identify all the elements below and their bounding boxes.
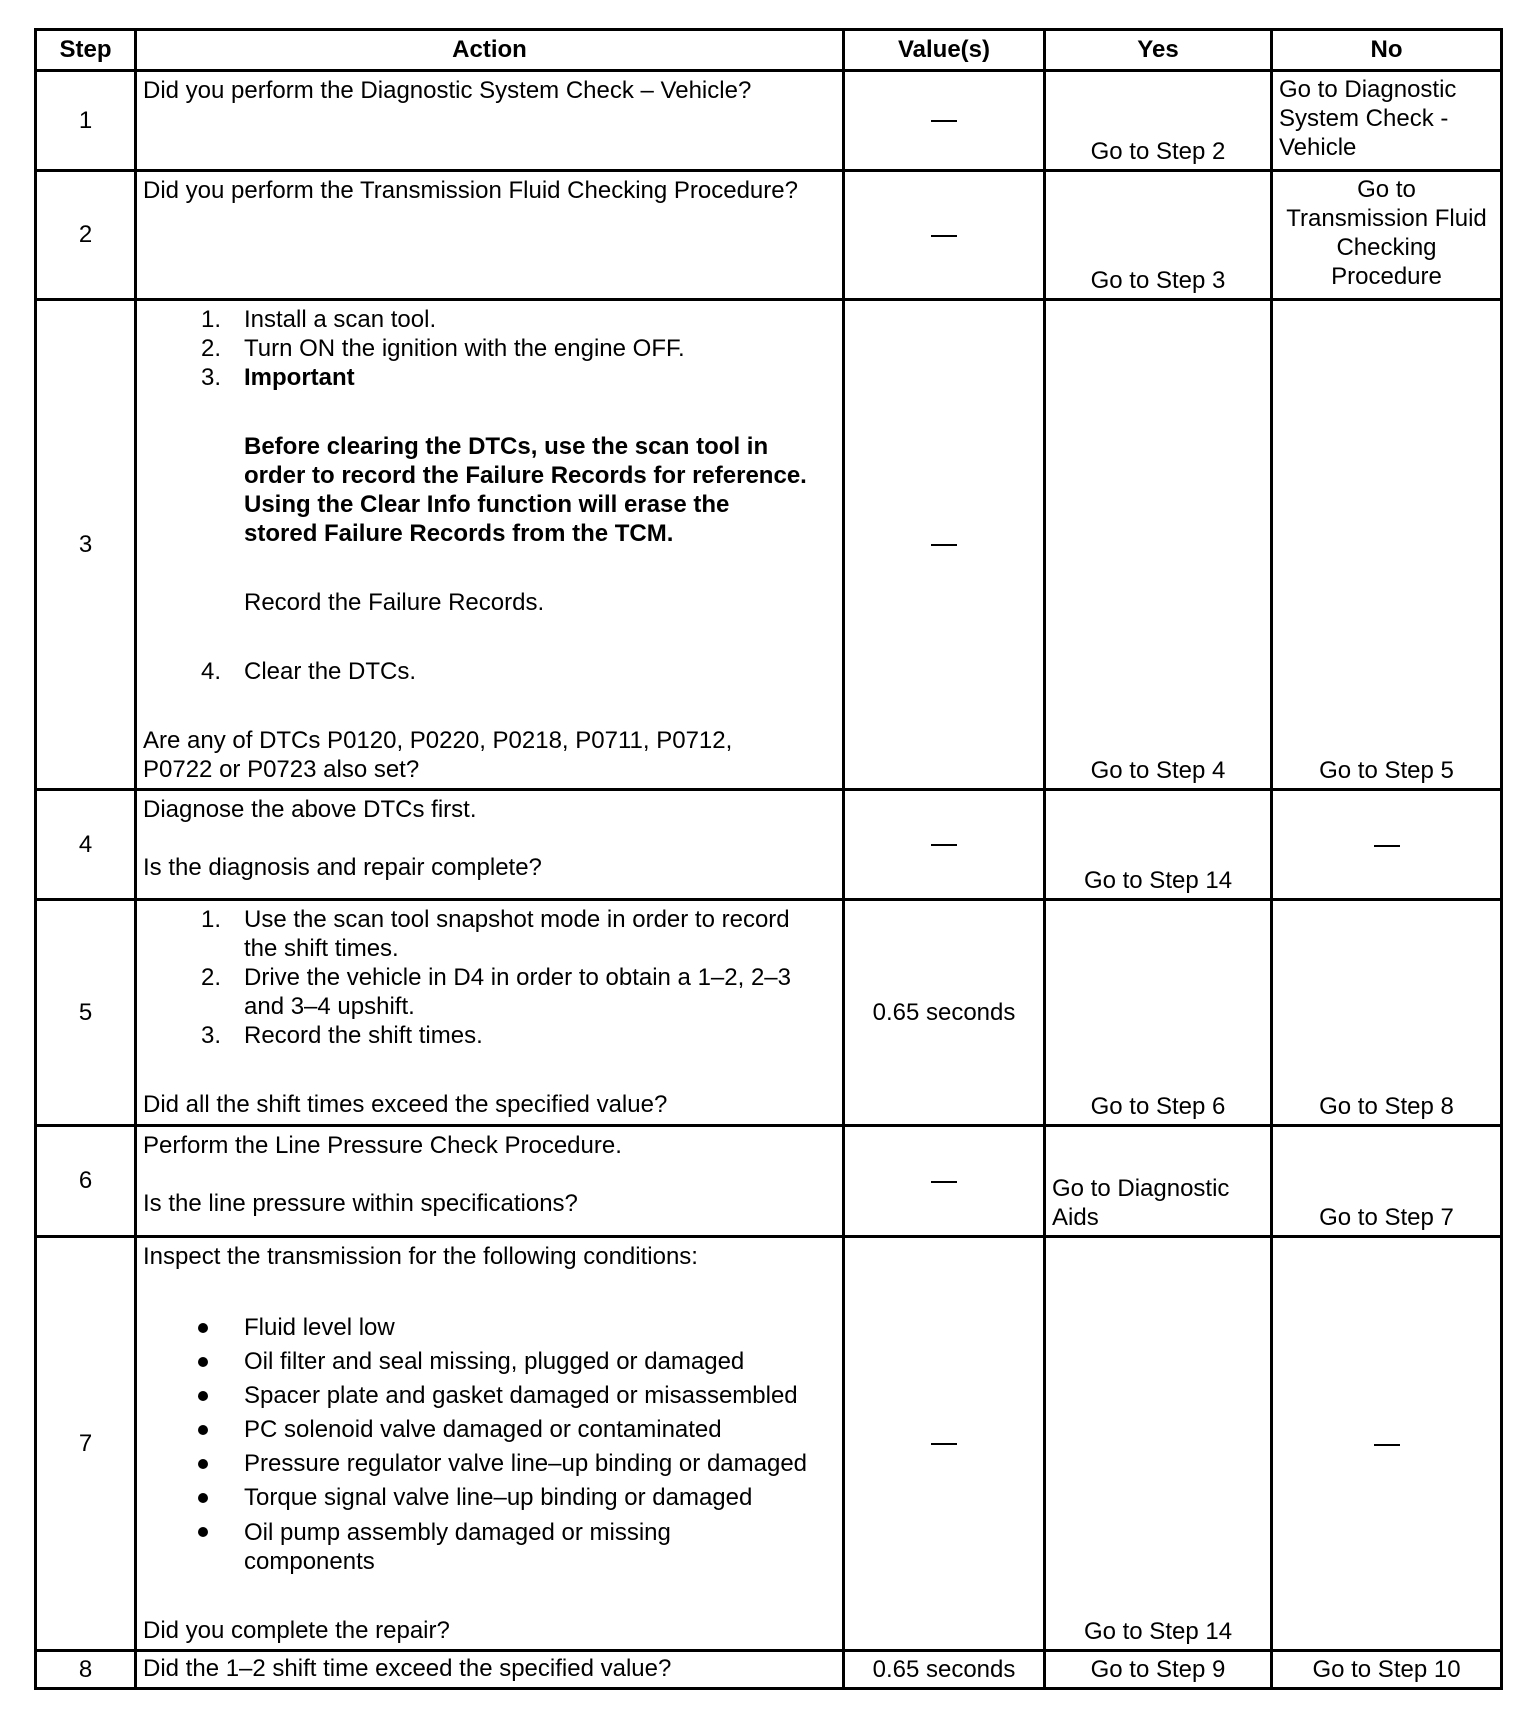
header-action: Action bbox=[136, 30, 844, 71]
bullet-icon bbox=[198, 1391, 208, 1401]
dash-value bbox=[1374, 845, 1400, 847]
step-number: 7 bbox=[36, 1237, 136, 1651]
question-text: Did all the shift times exceed the specified value? bbox=[143, 1091, 668, 1118]
bullet-item: Fluid level low bbox=[143, 1311, 836, 1345]
action-cell: Perform the Line Pressure Check Procedure. Is the line pressure within specifications? bbox=[136, 1126, 844, 1237]
dash-value bbox=[931, 235, 957, 237]
no-cell bbox=[1272, 1126, 1502, 1237]
list-item: 1. Install a scan tool. bbox=[200, 306, 437, 333]
bullet-item: Oil pump assembly damaged or missing components bbox=[143, 1515, 836, 1576]
no-text-line: Procedure bbox=[1331, 263, 1442, 290]
value-cell bbox=[844, 1237, 1045, 1651]
yes-cell bbox=[1045, 1237, 1272, 1651]
no-text-line: Go to bbox=[1357, 176, 1416, 203]
yes-text: Go to Step 14 bbox=[1083, 867, 1233, 894]
action-cell: Diagnose the above DTCs first. Is the diagnosis and repair complete? bbox=[136, 790, 844, 900]
dash-value bbox=[931, 1181, 957, 1183]
no-cell bbox=[1272, 1651, 1502, 1689]
table-row bbox=[36, 71, 1502, 171]
action-cell bbox=[136, 900, 844, 1126]
value-cell: 0.65 seconds bbox=[844, 900, 1045, 1126]
no-cell bbox=[1272, 900, 1502, 1126]
step-number: 6 bbox=[36, 1126, 136, 1237]
no-cell bbox=[1272, 71, 1502, 171]
no-cell bbox=[1272, 171, 1502, 300]
bullet-item: Torque signal valve line–up binding or damaged bbox=[143, 1481, 836, 1515]
list-item: 3. Record the shift times. bbox=[200, 1022, 483, 1049]
bullet-item: PC solenoid valve damaged or contaminated bbox=[143, 1413, 836, 1447]
diagnostic-table bbox=[34, 28, 1503, 1690]
important-note: Before clearing the DTCs, use the scan tool in order to record the Failure Records for reference. Using the Clear Info function will erase the stored Failure Records from the TCM. bbox=[244, 433, 807, 547]
no-text-line: System Check - bbox=[1279, 105, 1449, 132]
no-text: Go to Step 7 bbox=[1319, 1204, 1454, 1231]
bullet-icon bbox=[198, 1527, 208, 1537]
no-text: Go to Step 10 bbox=[1312, 1656, 1461, 1683]
header-values: Value(s) bbox=[844, 30, 1045, 71]
no-text: Go to Step 8 bbox=[1319, 1093, 1454, 1120]
step-number: 8 bbox=[36, 1651, 136, 1689]
value-cell bbox=[844, 171, 1045, 300]
value-cell bbox=[844, 71, 1045, 171]
yes-text-line: Aids bbox=[1052, 1204, 1099, 1231]
question-text: Did you complete the repair? bbox=[143, 1617, 450, 1644]
step-number: 3 bbox=[36, 300, 136, 790]
value-cell bbox=[844, 1126, 1045, 1237]
step-number: 5 bbox=[36, 900, 136, 1126]
yes-text-line: Go to Diagnostic bbox=[1052, 1175, 1230, 1202]
bullet-icon bbox=[198, 1323, 208, 1333]
yes-cell bbox=[1045, 1126, 1272, 1237]
action-cell bbox=[136, 171, 844, 300]
step-number: 4 bbox=[36, 790, 136, 900]
action-text: Did you perform the Diagnostic System Check – Vehicle? bbox=[143, 77, 752, 104]
action-cell bbox=[136, 300, 844, 790]
header-step: Step bbox=[36, 30, 136, 71]
value-cell bbox=[844, 300, 1045, 790]
dash-value bbox=[931, 844, 957, 846]
intro-text: Inspect the transmission for the following conditions: bbox=[143, 1243, 698, 1270]
table-row bbox=[36, 1237, 1502, 1651]
yes-text: Go to Step 9 bbox=[1090, 1656, 1226, 1683]
question-text: Is the line pressure within specifications? bbox=[143, 1190, 578, 1217]
yes-text: Go to Step 14 bbox=[1083, 1618, 1233, 1645]
yes-text: Go to Step 3 bbox=[1090, 267, 1226, 294]
dash-value bbox=[931, 1443, 957, 1445]
no-text: Go to Step 5 bbox=[1319, 757, 1454, 784]
yes-text: Go to Step 2 bbox=[1090, 138, 1226, 165]
dash-value bbox=[931, 120, 957, 122]
table-row bbox=[36, 171, 1502, 300]
bullet-icon bbox=[198, 1357, 208, 1367]
yes-cell bbox=[1045, 71, 1272, 171]
step-number: 1 bbox=[36, 71, 136, 171]
no-cell bbox=[1272, 300, 1502, 790]
bullet-icon bbox=[198, 1425, 208, 1435]
no-text-line: Checking bbox=[1336, 234, 1437, 261]
list-item: 3. Important bbox=[200, 364, 355, 391]
important-heading: Important bbox=[244, 364, 355, 391]
bullet-item: Oil filter and seal missing, plugged or damaged bbox=[143, 1345, 836, 1379]
yes-cell bbox=[1045, 300, 1272, 790]
value-cell bbox=[844, 790, 1045, 900]
list-item: 2. Turn ON the ignition with the engine OFF. bbox=[200, 335, 685, 362]
header-row bbox=[36, 30, 1502, 71]
action-text: Did you perform the Transmission Fluid Checking Procedure? bbox=[143, 177, 798, 204]
no-text-line: Transmission Fluid bbox=[1286, 205, 1487, 232]
value-cell: 0.65 seconds bbox=[844, 1651, 1045, 1689]
no-cell bbox=[1272, 1237, 1502, 1651]
yes-cell bbox=[1045, 171, 1272, 300]
dash-value bbox=[1374, 1444, 1400, 1446]
yes-cell bbox=[1045, 1651, 1272, 1689]
yes-cell bbox=[1045, 900, 1272, 1126]
dash-value bbox=[931, 544, 957, 546]
yes-cell bbox=[1045, 790, 1272, 900]
list-item: 1. Use the scan tool snapshot mode in order to record the shift times. bbox=[200, 906, 790, 962]
no-cell bbox=[1272, 790, 1502, 900]
no-text-line: Vehicle bbox=[1279, 134, 1357, 161]
question-text: Are any of DTCs P0120, P0220, P0218, P0711, P0712, P0722 or P0723 also set? bbox=[143, 727, 733, 783]
bullet-icon bbox=[198, 1459, 208, 1469]
question-text: Is the diagnosis and repair complete? bbox=[143, 854, 542, 881]
bullet-item: Pressure regulator valve line–up binding or damaged bbox=[143, 1447, 836, 1481]
list-item: 4. Clear the DTCs. bbox=[200, 658, 417, 685]
action-cell bbox=[136, 1651, 844, 1689]
table-row bbox=[36, 300, 1502, 790]
step-number: 2 bbox=[36, 171, 136, 300]
header-no: No bbox=[1272, 30, 1502, 71]
yes-text: Go to Step 4 bbox=[1090, 757, 1226, 784]
record-instruction: Record the Failure Records. bbox=[244, 589, 545, 616]
bullet-icon bbox=[198, 1493, 208, 1503]
header-yes: Yes bbox=[1045, 30, 1272, 71]
table-row bbox=[36, 1126, 1502, 1237]
action-cell bbox=[136, 71, 844, 171]
bullet-item: Spacer plate and gasket damaged or misassembled bbox=[143, 1379, 836, 1413]
action-cell bbox=[136, 1237, 844, 1651]
action-text: Did the 1–2 shift time exceed the specified value? bbox=[143, 1655, 672, 1682]
no-text-line: Go to Diagnostic bbox=[1279, 76, 1457, 103]
list-item: 2. Drive the vehicle in D4 in order to obtain a 1–2, 2–3 and 3–4 upshift. bbox=[200, 964, 791, 1020]
yes-text: Go to Step 6 bbox=[1090, 1093, 1226, 1120]
table-row bbox=[36, 900, 1502, 1126]
table-row bbox=[36, 1651, 1502, 1689]
table-row bbox=[36, 790, 1502, 900]
